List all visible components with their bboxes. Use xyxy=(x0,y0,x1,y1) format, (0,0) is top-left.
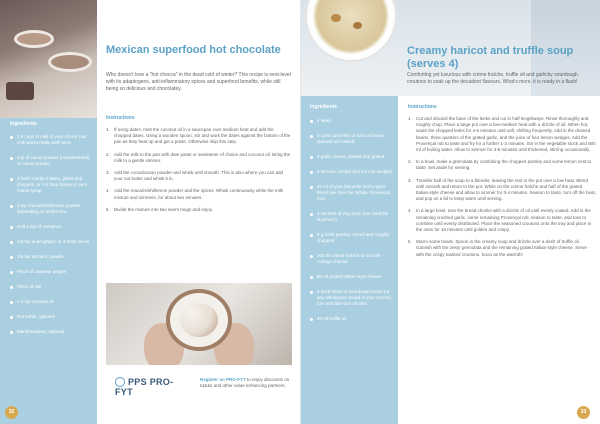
list-item: Pinch of cayenne pepper xyxy=(10,269,94,275)
list-item: 40 ml of your favourite herby spice blend (we love the NOMU Provençal mix) xyxy=(310,184,396,202)
mug-icon xyxy=(14,30,54,48)
list-item: 4. Add the maca/reishi/lemon powder and the spices. Whisk continuously while the milk mixture and simmers, for about two minutes. xyxy=(106,188,283,200)
list-item: cup of cocoa powder (unsweetened) or cacao powder xyxy=(10,155,94,167)
list-item: 40 ml truffle oil xyxy=(310,316,396,322)
recipe-title: Mexican superfood hot chocolate xyxy=(106,44,281,56)
list-item: 3. Transfer half of the soup to a blender, leaving the rest in the pot over a low heat. Blend until smooth and return to the pot. While on the crème fraîche and half of the grated Italian-style cheese and allow to simmer for 3-4 minutes. Season to taste, turn off the heat, and pop on a lid to keep warm until serving. xyxy=(408,177,597,202)
page-number: 33 xyxy=(577,406,590,419)
crouton-icon xyxy=(331,14,341,22)
brand-logo: PPS PRO-FYT xyxy=(115,377,174,397)
list-item: 2 cans cannellini or haricot beans, drained and rinsed xyxy=(310,133,396,145)
list-item: 1/4 tsp dried ginger, or 2 fresh slices xyxy=(10,239,94,245)
list-item: Marshmallows, optional xyxy=(10,329,94,335)
recipe-intro: Who doesn't love a "hot chocca" in the dead cold of winter? This recipe is next-level with its adaptogens, anti-inflammatory spices and superfood benefits, while still being so delicious and chocolatey. xyxy=(106,72,291,92)
ingredients-list xyxy=(10,134,94,344)
list-item: 4 leeks xyxy=(310,118,396,124)
marshmallows-icon xyxy=(180,303,218,337)
mug-icon xyxy=(166,289,232,351)
list-item: 1. Cut and discard the base of the leeks and cut in half lengthways. Rinse thoroughly and roughly chop. Place a large pot over a low-medium heat with a drizzle of oil. When hot, sauté the chopped leeks for 4-6 minutes until soft, shifting frequently. Add in the drained beans, three quarters of the grated garlic, and the juice of four lemon wedges. Add the Provençal rub to taste and fry for a further 1-2 minutes. Stir in the vegetable stock and 800 ml of boiling water. Allow to simmer for 3-5 minutes until thickened, stirring occasionally. xyxy=(408,116,596,153)
list-item: 5. Divide the mixture into two warm mugs and enjoy. xyxy=(106,206,213,212)
marshmallow-mug-photo xyxy=(106,283,292,365)
promo-text: Register on PRO-FYT to enjoy discounts on £££££ and other value enhancing partners. xyxy=(200,377,290,388)
list-item: 2 thick slices of sourdough bread (or any wholegrain bread of your choice), torn into bite-size chunks xyxy=(310,289,396,307)
ingredients-heading: Ingredients xyxy=(310,104,337,110)
instructions-list xyxy=(408,116,596,264)
ingredients-heading: Ingredients xyxy=(10,121,37,127)
list-item: Pinch of salt xyxy=(10,284,94,290)
list-item: 1/8 tsp turmeric powder xyxy=(10,254,94,260)
list-item: 4 garlic cloves, peeled and grated xyxy=(310,154,396,160)
list-item: 2 tsp maca/reishi/lemon powder depending on preference xyxy=(10,203,94,215)
instructions-heading: Instructions xyxy=(106,115,135,121)
list-item: Nut butter, optional xyxy=(10,314,94,320)
soup-bowl-icon xyxy=(305,0,397,62)
recipe-intro: Comforting yet luxurious with crème fraîche, truffle oil and garlicky sourdough croutons to soak up the decadent flavours. What's more, it is ready in a flash! xyxy=(407,72,578,85)
crouton-icon xyxy=(353,22,362,29)
list-item: 8 g fresh parsley, rinsed and roughly chopped xyxy=(310,232,396,244)
instructions-heading: Instructions xyxy=(408,104,437,110)
list-item: 1-2 tsp coconut oil xyxy=(10,299,94,305)
list-item: 4. In a large bowl, toss the bread chunks with a drizzle of oil until evenly coated. Add in the remaining crushed garlic, some remaining Provençal rub, season to taste, and toss to combine until evenly distributed. Place the seasoned croutons onto the tray and place in the oven for 10 minutes until golden and crispy. xyxy=(408,208,592,233)
recipe-title: Creamy haricot and truffle soup (serves 4) xyxy=(407,45,574,70)
list-item: 2.5 cups of milk of your choice (oat milk works really well here) xyxy=(10,134,94,146)
list-item: 5. Warm some bowls. Spoon in the creamy soup and drizzle over a dash of truffle oil. Garnish with the zesty gremolata and the remaining grated Italian-style cheese. Serve with the crispy toasted croutons. Sooo as the warmth! xyxy=(408,239,587,257)
list-item: 3 fresh medjool dates, pitted and chopped, or 1-2 tbsp honey or pure maple syrup xyxy=(10,176,94,194)
logo-icon xyxy=(115,377,125,387)
ingredients-list xyxy=(310,118,396,331)
instructions-list xyxy=(106,127,292,219)
page-number: 32 xyxy=(5,406,18,419)
right-page xyxy=(300,0,600,424)
list-item: 80 ml grated Italian-style cheese xyxy=(310,274,396,280)
list-item: 2. Add the milk to the pan with date paste or sweetener of choice and coconut oil. Bring the milk to a gentle simmer. xyxy=(106,151,291,163)
list-item: 200 ml crème fraîche or smooth cottage cheese xyxy=(310,253,396,265)
mug-icon xyxy=(48,52,92,72)
list-item: 1. If using dates, melt the coconut oil in a saucepan over medium heat and add the chopped dates. Using a wooden spoon, stir and work the dates against the bottom of the pan as they heat up and get a paste. Otherwise skip this step. xyxy=(106,127,291,145)
chocolate-icon xyxy=(6,82,34,100)
hot-chocolate-photo xyxy=(0,0,97,118)
list-item: 2. In a bowl, make a gremolata by combining the chopped parsley and some lemon zest to taste. Set aside for serving. xyxy=(408,159,592,171)
list-item: 4 sachets of veg stock (we used the Nyemorri) xyxy=(310,211,396,223)
list-item: 2 lemons, zested and cut into wedges xyxy=(310,169,396,175)
list-item: Half a tsp of cinnamon xyxy=(10,224,94,230)
list-item: 3. Add the cocoa/cacao powder and whisk until smooth. This is also where you can add your nut butter and whisk it in. xyxy=(106,170,284,182)
